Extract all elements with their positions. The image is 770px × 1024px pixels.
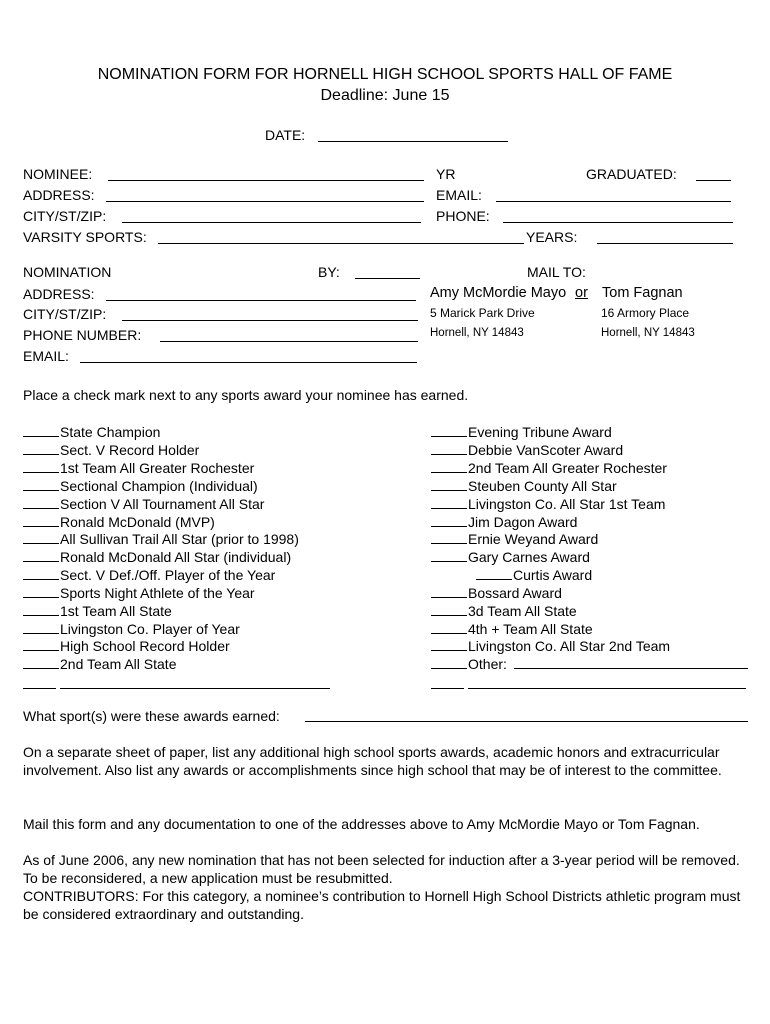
- nomination-label: NOMINATION: [23, 264, 112, 280]
- form-title: NOMINATION FORM FOR HORNELL HIGH SCHOOL SPORTS HALL OF FAME: [97, 66, 673, 83]
- award-checkbox-right[interactable]: [431, 603, 577, 618]
- award-label: 2nd Team All State: [60, 656, 177, 672]
- award-label: Sect. V Def./Off. Player of the Year: [60, 567, 276, 583]
- award-checkbox-left[interactable]: [23, 514, 215, 529]
- award-label: Sect. V Record Holder: [60, 442, 200, 458]
- nominee-city-field[interactable]: [122, 222, 421, 223]
- nominee-city-label: CITY/ST/ZIP:: [23, 208, 107, 224]
- award-checkbox-right[interactable]: [431, 621, 593, 636]
- award-checkbox-right[interactable]: [476, 567, 592, 582]
- award-checkbox-right[interactable]: [431, 478, 617, 493]
- award-checkbox-left[interactable]: [23, 603, 172, 618]
- award-label: 3d Team All State: [468, 603, 577, 619]
- award-checkbox-right[interactable]: [431, 514, 577, 529]
- award-label: Section V All Tournament All Star: [60, 496, 265, 512]
- nominee-address-field[interactable]: [106, 201, 424, 202]
- award-checkbox-left[interactable]: [23, 442, 199, 457]
- award-checkbox-left[interactable]: [23, 460, 254, 475]
- award-label: 1st Team All Greater Rochester: [60, 460, 255, 476]
- award-label: 1st Team All State: [60, 603, 172, 619]
- sports-earned-label: What sport(s) were these awards earned:: [23, 708, 280, 724]
- nominee-label: NOMINEE:: [23, 166, 93, 182]
- award-label: Steuben County All Star: [468, 478, 617, 494]
- award-checkbox-right[interactable]: [431, 585, 562, 600]
- nomination-by-label: BY:: [318, 264, 340, 280]
- award-checkbox-right[interactable]: [431, 531, 598, 546]
- nominee-email-field[interactable]: [496, 201, 731, 202]
- award-checkbox-left[interactable]: [23, 549, 291, 564]
- nominator-email-field[interactable]: [80, 362, 417, 363]
- award-checkbox-right[interactable]: [431, 424, 612, 439]
- award-checkbox-left[interactable]: [23, 496, 264, 511]
- date-field[interactable]: [318, 141, 508, 142]
- contact1-name: Amy McMordie Mayo: [430, 285, 567, 301]
- award-label: 4th + Team All State: [468, 621, 593, 637]
- additional-info-paragraph: On a separate sheet of paper, list any additional high school sports awards, academic honors and extracurricular involvement. Also list any awards or accomplishments since high school that may be of interest to the committee.: [23, 744, 722, 778]
- sports-earned-field[interactable]: [305, 721, 748, 722]
- award-checkbox-left[interactable]: [23, 656, 176, 671]
- mail-to-label: MAIL TO:: [527, 264, 586, 280]
- nominee-phone-label: PHONE:: [436, 208, 490, 224]
- nominator-city-field[interactable]: [122, 320, 418, 321]
- award-other-right-field[interactable]: [514, 668, 748, 669]
- varsity-sports-field[interactable]: [158, 243, 524, 244]
- or-text: or: [575, 285, 588, 301]
- varsity-sports-label: VARSITY SPORTS:: [23, 229, 147, 245]
- graduated-label: GRADUATED:: [586, 166, 677, 182]
- award-checkbox-right[interactable]: [431, 656, 507, 671]
- award-label: High School Record Holder: [60, 638, 230, 654]
- award-label: Gary Carnes Award: [468, 549, 590, 565]
- award-other-right-extra-field[interactable]: [468, 688, 746, 689]
- graduated-field[interactable]: [696, 180, 731, 181]
- award-checkbox-left[interactable]: [23, 585, 255, 600]
- date-label: DATE:: [265, 127, 306, 143]
- contact2-city: Hornell, NY 14843: [601, 327, 695, 339]
- nominator-phone-label: PHONE NUMBER:: [23, 327, 142, 343]
- award-label: Livingston Co. Player of Year: [60, 621, 240, 637]
- deadline-text: Deadline: June 15: [320, 87, 450, 104]
- nominator-address-label: ADDRESS:: [23, 286, 95, 302]
- contributors-paragraph: CONTRIBUTORS: For this category, a nominee’s contribution to Hornell High School Districts athletic program must be considered extraordinary and outstanding.: [23, 888, 741, 922]
- award-label: All Sullivan Trail All Star (prior to 1998): [60, 531, 299, 547]
- award-checkbox-right[interactable]: [431, 496, 665, 511]
- contact2-street: 16 Armory Place: [601, 306, 690, 320]
- award-checkbox-left-extra[interactable]: [23, 688, 56, 689]
- contact2-name: Tom Fagnan: [602, 285, 683, 301]
- award-label: Livingston Co. All Star 2nd Team: [468, 638, 671, 654]
- nominator-email-label: EMAIL:: [23, 348, 69, 364]
- award-label: Ronald McDonald (MVP): [60, 514, 215, 530]
- contact1-city: Hornell, NY 14843: [430, 327, 524, 339]
- award-label: Bossard Award: [468, 585, 562, 601]
- award-label: State Champion: [60, 424, 161, 440]
- award-label: 2nd Team All Greater Rochester: [468, 460, 667, 476]
- award-checkbox-left[interactable]: [23, 567, 275, 582]
- award-label: Ronald McDonald All Star (individual): [60, 549, 292, 565]
- nominee-field[interactable]: [108, 180, 424, 181]
- awards-instruction: Place a check mark next to any sports award your nominee has earned.: [23, 387, 469, 403]
- award-checkbox-right-extra[interactable]: [431, 688, 464, 689]
- award-checkbox-right[interactable]: [431, 638, 670, 653]
- years-label: YEARS:: [526, 229, 578, 245]
- nominator-phone-field[interactable]: [160, 341, 418, 342]
- award-label: Curtis Award: [513, 567, 593, 583]
- award-label: Debbie VanScoter Award: [468, 442, 624, 458]
- nominator-address-field[interactable]: [106, 300, 416, 301]
- nominator-city-label: CITY/ST/ZIP:: [23, 306, 107, 322]
- award-label: Evening Tribune Award: [468, 424, 612, 440]
- award-label: Ernie Weyand Award: [468, 531, 599, 547]
- award-other-left-field[interactable]: [60, 688, 330, 689]
- award-checkbox-left[interactable]: [23, 424, 160, 439]
- award-checkbox-left[interactable]: [23, 531, 299, 546]
- years-field[interactable]: [597, 243, 733, 244]
- award-checkbox-right[interactable]: [431, 460, 667, 475]
- mail-instructions-paragraph: Mail this form and any documentation to one of the addresses above to Amy McMordie Mayo or Tom Fagnan.: [23, 816, 700, 832]
- award-label: Livingston Co. All Star 1st Team: [468, 496, 666, 512]
- nomination-by-field[interactable]: [355, 278, 420, 279]
- nominee-address-label: ADDRESS:: [23, 187, 95, 203]
- award-label: Jim Dagon Award: [468, 514, 578, 530]
- award-label: Other:: [468, 656, 507, 672]
- award-label: Sports Night Athlete of the Year: [60, 585, 255, 601]
- award-checkbox-left[interactable]: [23, 621, 240, 636]
- award-checkbox-left[interactable]: [23, 638, 230, 653]
- nominee-email-label: EMAIL:: [436, 187, 482, 203]
- yr-label: YR: [436, 166, 456, 182]
- reconsideration-paragraph: As of June 2006, any new nomination that has not been selected for induction after a 3-year period will be removed. To be reconsidered, a new application must be resubmitted.: [23, 852, 740, 886]
- contact1-street: 5 Marick Park Drive: [430, 306, 535, 320]
- nominee-phone-field[interactable]: [503, 222, 733, 223]
- award-checkbox-right[interactable]: [431, 549, 590, 564]
- award-checkbox-left[interactable]: [23, 478, 258, 493]
- award-checkbox-right[interactable]: [431, 442, 623, 457]
- award-label: Sectional Champion (Individual): [60, 478, 258, 494]
